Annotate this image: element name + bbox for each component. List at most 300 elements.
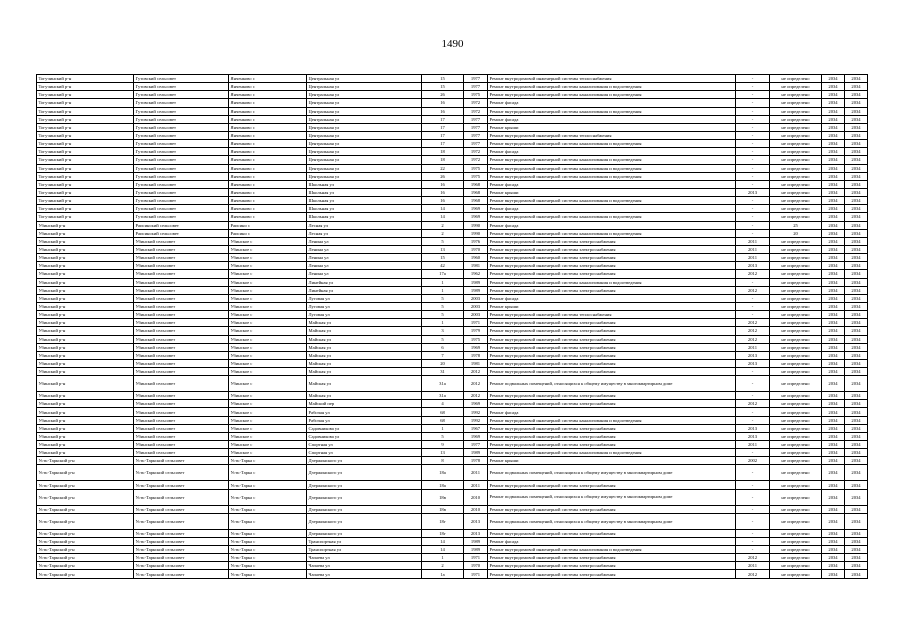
cell-year-from: 2034 bbox=[822, 570, 845, 578]
cell-prev-year: - bbox=[736, 156, 770, 164]
cell-district: Усть-Таркский р-н bbox=[37, 554, 134, 562]
cell-plan: не определено bbox=[770, 513, 822, 529]
cell-settlement: Усть-Таркский сельсовет bbox=[134, 465, 229, 481]
cell-street: Рабочая ул bbox=[307, 416, 422, 424]
table-row bbox=[37, 302, 868, 310]
cell-locality: Янченково с bbox=[229, 172, 307, 180]
cell-year-to: 2034 bbox=[845, 319, 868, 327]
cell-settlement: Убинский сельсовет bbox=[134, 270, 229, 278]
cell-year-to: 2034 bbox=[845, 131, 868, 139]
cell-settlement: Гутовский сельсовет bbox=[134, 107, 229, 115]
page-number: 1490 bbox=[441, 38, 464, 50]
cell-work-type: Ремонт внутридомовой инженерной системы электроснабжения bbox=[488, 270, 736, 278]
cell-year-to: 2034 bbox=[845, 237, 868, 245]
cell-plan: не определено bbox=[770, 180, 822, 188]
cell-street: Чапаева ул bbox=[307, 570, 422, 578]
cell-house: 14 bbox=[422, 546, 464, 554]
cell-house: 17 bbox=[422, 123, 464, 131]
cell-street: Ленина ул bbox=[307, 262, 422, 270]
cell-locality: Янченково с bbox=[229, 164, 307, 172]
table-row bbox=[37, 311, 868, 319]
cell-district: Тогучинский р-н bbox=[37, 115, 134, 123]
cell-year-from: 2034 bbox=[822, 245, 845, 253]
cell-district: Убинский р-н bbox=[37, 343, 134, 351]
cell-year-from: 2034 bbox=[822, 311, 845, 319]
cell-year-from: 2034 bbox=[822, 262, 845, 270]
cell-year-to: 2034 bbox=[845, 123, 868, 131]
cell-plan: не определено bbox=[770, 489, 822, 505]
registry-table bbox=[36, 74, 868, 579]
cell-work-type: Ремонт внутридомовой инженерной системы канализования и водоотведения bbox=[488, 229, 736, 237]
cell-year-to: 2034 bbox=[845, 164, 868, 172]
cell-year-from: 2034 bbox=[822, 213, 845, 221]
cell-house: 42 bbox=[422, 262, 464, 270]
cell-year-from: 2034 bbox=[822, 449, 845, 457]
cell-settlement: Гутовский сельсовет bbox=[134, 205, 229, 213]
cell-plan: 20 bbox=[770, 229, 822, 237]
cell-year-from: 2034 bbox=[822, 441, 845, 449]
cell-year-from: 2034 bbox=[822, 205, 845, 213]
cell-year-from: 2034 bbox=[822, 294, 845, 302]
cell-settlement: Гутовский сельсовет bbox=[134, 164, 229, 172]
cell-district: Тогучинский р-н bbox=[37, 156, 134, 164]
cell-plan: не определено bbox=[770, 197, 822, 205]
cell-locality: Убинское с bbox=[229, 335, 307, 343]
cell-street: Спортная ул bbox=[307, 441, 422, 449]
cell-year-from: 2034 bbox=[822, 148, 845, 156]
cell-district: Усть-Таркский р-н bbox=[37, 546, 134, 554]
cell-year-from: 2034 bbox=[822, 562, 845, 570]
cell-house: 18 bbox=[422, 148, 464, 156]
cell-house: 2 bbox=[422, 229, 464, 237]
cell-locality: Убинское с bbox=[229, 449, 307, 457]
cell-work-type: Ремонт внутридомовой инженерной системы теплоснабжения bbox=[488, 131, 736, 139]
cell-locality: Убинское с bbox=[229, 400, 307, 408]
cell-work-type: Ремонт внутридомовой инженерной системы теплоснабжения bbox=[488, 311, 736, 319]
cell-year-to: 2034 bbox=[845, 408, 868, 416]
cell-prev-year: - bbox=[736, 180, 770, 188]
cell-street: Дзержинского ул bbox=[307, 529, 422, 537]
cell-settlement: Убинский сельсовет bbox=[134, 302, 229, 310]
table-row bbox=[37, 91, 868, 99]
cell-plan: не определено bbox=[770, 131, 822, 139]
cell-year-to: 2034 bbox=[845, 188, 868, 196]
cell-year-to: 2034 bbox=[845, 335, 868, 343]
cell-work-type: Ремонт внутридомовой инженерной системы канализования и водоотведения bbox=[488, 416, 736, 424]
cell-year: 1972 bbox=[464, 156, 488, 164]
cell-locality: Убинское с bbox=[229, 343, 307, 351]
table-row bbox=[37, 481, 868, 489]
cell-prev-year: 2011 bbox=[736, 343, 770, 351]
cell-house: 20 bbox=[422, 359, 464, 367]
cell-district: Убинский р-н bbox=[37, 294, 134, 302]
cell-district: Тогучинский р-н bbox=[37, 197, 134, 205]
table-row bbox=[37, 570, 868, 578]
cell-year-to: 2034 bbox=[845, 302, 868, 310]
cell-year-to: 2034 bbox=[845, 221, 868, 229]
cell-prev-year: 2011 bbox=[736, 245, 770, 253]
cell-work-type: Ремонт внутридомовой инженерной системы канализования и водоотведения bbox=[488, 449, 736, 457]
cell-plan: не определено bbox=[770, 400, 822, 408]
cell-prev-year: - bbox=[736, 311, 770, 319]
table-row bbox=[37, 99, 868, 107]
cell-prev-year: 2002 bbox=[736, 457, 770, 465]
cell-street: Рабочая ул bbox=[307, 408, 422, 416]
cell-year-from: 2034 bbox=[822, 416, 845, 424]
table-row bbox=[37, 107, 868, 115]
cell-district: Убинский р-н bbox=[37, 245, 134, 253]
cell-locality: Убинское с bbox=[229, 424, 307, 432]
cell-locality: Раисино с bbox=[229, 221, 307, 229]
cell-plan: не определено bbox=[770, 107, 822, 115]
cell-street: Дзержинского ул bbox=[307, 457, 422, 465]
cell-district: Усть-Таркский р-н bbox=[37, 529, 134, 537]
cell-year-to: 2034 bbox=[845, 343, 868, 351]
cell-street: Спортная ул bbox=[307, 449, 422, 457]
cell-year: 1967 bbox=[464, 424, 488, 432]
cell-street: Майская ул bbox=[307, 327, 422, 335]
cell-house: 16 bbox=[422, 107, 464, 115]
cell-prev-year: - bbox=[736, 465, 770, 481]
cell-work-type: Ремонт внутридомовой инженерной системы электроснабжения bbox=[488, 441, 736, 449]
cell-year: 2012 bbox=[464, 368, 488, 376]
table-row bbox=[37, 156, 868, 164]
cell-year-to: 2034 bbox=[845, 270, 868, 278]
cell-prev-year: 2013 bbox=[736, 262, 770, 270]
cell-house: 15 bbox=[422, 83, 464, 91]
cell-work-type: Ремонт внутридомовой инженерной системы электроснабжения bbox=[488, 351, 736, 359]
cell-locality: Янченково с bbox=[229, 156, 307, 164]
cell-year-from: 2034 bbox=[822, 221, 845, 229]
cell-work-type: Ремонт фасада bbox=[488, 294, 736, 302]
cell-plan: 25 bbox=[770, 221, 822, 229]
cell-year-from: 2034 bbox=[822, 302, 845, 310]
cell-prev-year: 2012 bbox=[736, 554, 770, 562]
cell-year-from: 2034 bbox=[822, 359, 845, 367]
cell-year-to: 2034 bbox=[845, 457, 868, 465]
cell-settlement: Убинский сельсовет bbox=[134, 359, 229, 367]
cell-settlement: Убинский сельсовет bbox=[134, 245, 229, 253]
cell-prev-year: - bbox=[736, 408, 770, 416]
cell-work-type: Ремонт внутридомовой инженерной системы теплоснабжения bbox=[488, 75, 736, 83]
table-row bbox=[37, 164, 868, 172]
cell-year: 2011 bbox=[464, 465, 488, 481]
cell-house: 18в bbox=[422, 489, 464, 505]
cell-work-type: Ремонт внутридомовой инженерной системы электроснабжения bbox=[488, 319, 736, 327]
cell-work-type: Ремонт внутридомовой инженерной системы канализования и водоотведения bbox=[488, 546, 736, 554]
cell-locality: Убинское с bbox=[229, 441, 307, 449]
table-row bbox=[37, 205, 868, 213]
cell-street: Чапаева ул bbox=[307, 562, 422, 570]
cell-settlement: Гутовский сельсовет bbox=[134, 156, 229, 164]
cell-year-to: 2034 bbox=[845, 99, 868, 107]
cell-house: 18в bbox=[422, 505, 464, 513]
cell-settlement: Убинский сельсовет bbox=[134, 416, 229, 424]
table-row bbox=[37, 221, 868, 229]
cell-house: 26 bbox=[422, 172, 464, 180]
cell-year-from: 2034 bbox=[822, 554, 845, 562]
table-row bbox=[37, 554, 868, 562]
cell-street: Транспортная ул bbox=[307, 546, 422, 554]
cell-plan: не определено bbox=[770, 449, 822, 457]
cell-work-type: Ремонт фасада bbox=[488, 115, 736, 123]
cell-year-to: 2034 bbox=[845, 156, 868, 164]
cell-settlement: Раисинский сельсовет bbox=[134, 221, 229, 229]
cell-settlement: Убинский сельсовет bbox=[134, 286, 229, 294]
cell-house: 5 bbox=[422, 302, 464, 310]
cell-locality: Убинское с bbox=[229, 245, 307, 253]
cell-house: 15 bbox=[422, 75, 464, 83]
cell-work-type: Ремонт внутридомовой инженерной системы электроснабжения bbox=[488, 262, 736, 270]
cell-street: Школьная ул bbox=[307, 205, 422, 213]
cell-year: 1990 bbox=[464, 229, 488, 237]
table-row bbox=[37, 465, 868, 481]
cell-locality: Янченково с bbox=[229, 213, 307, 221]
cell-settlement: Убинский сельсовет bbox=[134, 368, 229, 376]
cell-plan: не определено bbox=[770, 546, 822, 554]
cell-year: 1960 bbox=[464, 254, 488, 262]
cell-prev-year: - bbox=[736, 529, 770, 537]
cell-street: Майский пер bbox=[307, 400, 422, 408]
cell-prev-year: - bbox=[736, 416, 770, 424]
table-row bbox=[37, 83, 868, 91]
cell-prev-year: - bbox=[736, 107, 770, 115]
cell-work-type: Ремонт фасада bbox=[488, 180, 736, 188]
cell-house: 14 bbox=[422, 537, 464, 545]
cell-house: 6 bbox=[422, 343, 464, 351]
cell-work-type: Ремонт внутридомовой инженерной системы электроснабжения bbox=[488, 368, 736, 376]
cell-plan: не определено bbox=[770, 148, 822, 156]
table-row bbox=[37, 368, 868, 376]
cell-settlement: Гутовский сельсовет bbox=[134, 99, 229, 107]
cell-year-to: 2034 bbox=[845, 376, 868, 392]
cell-settlement: Усть-Таркский сельсовет bbox=[134, 554, 229, 562]
cell-year-to: 2034 bbox=[845, 392, 868, 400]
cell-year: 1968 bbox=[464, 188, 488, 196]
cell-district: Убинский р-н bbox=[37, 302, 134, 310]
cell-prev-year: - bbox=[736, 537, 770, 545]
cell-year: 1989 bbox=[464, 278, 488, 286]
table-row bbox=[37, 245, 868, 253]
cell-year-to: 2034 bbox=[845, 529, 868, 537]
cell-year: 1978 bbox=[464, 351, 488, 359]
cell-year-from: 2034 bbox=[822, 465, 845, 481]
cell-year-to: 2034 bbox=[845, 416, 868, 424]
cell-year: 1989 bbox=[464, 449, 488, 457]
cell-plan: не определено bbox=[770, 294, 822, 302]
table-row bbox=[37, 392, 868, 400]
cell-settlement: Убинский сельсовет bbox=[134, 311, 229, 319]
cell-prev-year: - bbox=[736, 99, 770, 107]
cell-locality: Убинское с bbox=[229, 302, 307, 310]
cell-plan: не определено bbox=[770, 270, 822, 278]
cell-district: Убинский р-н bbox=[37, 327, 134, 335]
cell-house: 31а bbox=[422, 392, 464, 400]
cell-year-to: 2034 bbox=[845, 505, 868, 513]
cell-prev-year: - bbox=[736, 278, 770, 286]
cell-work-type: Ремонт внутридомовой инженерной системы канализования и водоотведения bbox=[488, 91, 736, 99]
cell-prev-year: 2013 bbox=[736, 424, 770, 432]
cell-district: Убинский р-н bbox=[37, 335, 134, 343]
cell-house: 1 bbox=[422, 278, 464, 286]
cell-work-type: Ремонт внутридомовой инженерной системы канализования и водоотведения bbox=[488, 140, 736, 148]
table-row bbox=[37, 270, 868, 278]
table-row bbox=[37, 123, 868, 131]
cell-district: Усть-Таркский р-н bbox=[37, 465, 134, 481]
cell-street: Майская ул bbox=[307, 368, 422, 376]
cell-locality: Янченково с bbox=[229, 91, 307, 99]
table-row bbox=[37, 180, 868, 188]
cell-work-type: Ремонт подвальных помещений, относящихся к общему имуществу в многоквартирном доме bbox=[488, 376, 736, 392]
cell-street: Центральная ул bbox=[307, 91, 422, 99]
cell-year: 1989 bbox=[464, 546, 488, 554]
cell-year-from: 2034 bbox=[822, 489, 845, 505]
cell-street: Садовникова ул bbox=[307, 424, 422, 432]
cell-year-to: 2034 bbox=[845, 537, 868, 545]
cell-year: 2013 bbox=[464, 513, 488, 529]
cell-district: Усть-Таркский р-н bbox=[37, 481, 134, 489]
cell-prev-year: 2013 bbox=[736, 359, 770, 367]
cell-district: Убинский р-н bbox=[37, 432, 134, 440]
cell-year-from: 2034 bbox=[822, 327, 845, 335]
cell-settlement: Убинский сельсовет bbox=[134, 449, 229, 457]
cell-house: 1 bbox=[422, 319, 464, 327]
cell-prev-year: - bbox=[736, 221, 770, 229]
cell-street: Ленина ул bbox=[307, 237, 422, 245]
cell-year: 2003 bbox=[464, 302, 488, 310]
cell-street: Центральная ул bbox=[307, 156, 422, 164]
cell-prev-year: 2012 bbox=[736, 570, 770, 578]
cell-district: Убинский р-н bbox=[37, 221, 134, 229]
cell-street: Дзержинского ул bbox=[307, 513, 422, 529]
cell-plan: не определено bbox=[770, 416, 822, 424]
cell-street: Дзержинского ул bbox=[307, 481, 422, 489]
cell-plan: не определено bbox=[770, 286, 822, 294]
cell-year-to: 2034 bbox=[845, 83, 868, 91]
cell-year-to: 2034 bbox=[845, 432, 868, 440]
cell-street: Ленина ул bbox=[307, 254, 422, 262]
cell-work-type: Ремонт внутридомовой инженерной системы электроснабжения bbox=[488, 481, 736, 489]
cell-house: 5 bbox=[422, 311, 464, 319]
cell-house: 17 bbox=[422, 140, 464, 148]
cell-house: 31а bbox=[422, 376, 464, 392]
cell-work-type: Ремонт внутридомовой инженерной системы канализования и водоотведения bbox=[488, 213, 736, 221]
cell-locality: Убинское с bbox=[229, 254, 307, 262]
cell-house: 16 bbox=[422, 197, 464, 205]
table-row bbox=[37, 148, 868, 156]
cell-year-from: 2034 bbox=[822, 376, 845, 392]
table-row bbox=[37, 213, 868, 221]
cell-plan: не определено bbox=[770, 164, 822, 172]
cell-settlement: Гутовский сельсовет bbox=[134, 140, 229, 148]
table-row bbox=[37, 172, 868, 180]
cell-street: Центральная ул bbox=[307, 75, 422, 83]
cell-year-from: 2034 bbox=[822, 408, 845, 416]
cell-district: Убинский р-н bbox=[37, 424, 134, 432]
cell-year-from: 2034 bbox=[822, 156, 845, 164]
table-row bbox=[37, 351, 868, 359]
cell-street: Майская ул bbox=[307, 392, 422, 400]
cell-district: Убинский р-н bbox=[37, 319, 134, 327]
table-row bbox=[37, 294, 868, 302]
cell-district: Усть-Таркский р-н bbox=[37, 570, 134, 578]
cell-year-to: 2034 bbox=[845, 180, 868, 188]
cell-year-to: 2034 bbox=[845, 262, 868, 270]
cell-house: 13 bbox=[422, 449, 464, 457]
cell-house: 17 bbox=[422, 115, 464, 123]
cell-plan: не определено bbox=[770, 376, 822, 392]
table-row bbox=[37, 327, 868, 335]
cell-house: 18а bbox=[422, 465, 464, 481]
cell-prev-year: - bbox=[736, 140, 770, 148]
cell-year-from: 2034 bbox=[822, 131, 845, 139]
cell-locality: Убинское с bbox=[229, 311, 307, 319]
cell-year-from: 2034 bbox=[822, 424, 845, 432]
cell-settlement: Раисинский сельсовет bbox=[134, 229, 229, 237]
cell-year: 2013 bbox=[464, 529, 488, 537]
cell-locality: Убинское с bbox=[229, 359, 307, 367]
cell-prev-year: - bbox=[736, 213, 770, 221]
table-row bbox=[37, 278, 868, 286]
cell-work-type: Ремонт крыши bbox=[488, 302, 736, 310]
cell-street: Ленина ул bbox=[307, 270, 422, 278]
cell-settlement: Усть-Таркский сельсовет bbox=[134, 505, 229, 513]
cell-year: 1962 bbox=[464, 270, 488, 278]
cell-street: Транспортная ул bbox=[307, 537, 422, 545]
table-row bbox=[37, 188, 868, 196]
cell-locality: Янченково с bbox=[229, 205, 307, 213]
cell-settlement: Убинский сельсовет bbox=[134, 408, 229, 416]
cell-year-to: 2034 bbox=[845, 213, 868, 221]
cell-year-to: 2034 bbox=[845, 205, 868, 213]
cell-street: Майская ул bbox=[307, 359, 422, 367]
cell-work-type: Ремонт внутридомовой инженерной системы электроснабжения bbox=[488, 359, 736, 367]
cell-plan: не определено bbox=[770, 254, 822, 262]
cell-year-to: 2034 bbox=[845, 489, 868, 505]
cell-prev-year: 2012 bbox=[736, 335, 770, 343]
cell-locality: Убинское с bbox=[229, 237, 307, 245]
cell-work-type: Ремонт внутридомовой инженерной системы электроснабжения bbox=[488, 237, 736, 245]
cell-settlement: Убинский сельсовет bbox=[134, 432, 229, 440]
table-row bbox=[37, 75, 868, 83]
cell-locality: Янченково с bbox=[229, 148, 307, 156]
table-row bbox=[37, 115, 868, 123]
cell-prev-year: - bbox=[736, 449, 770, 457]
cell-plan: не определено bbox=[770, 465, 822, 481]
cell-house: 17а bbox=[422, 270, 464, 278]
cell-street: Майская ул bbox=[307, 335, 422, 343]
cell-house: 7 bbox=[422, 351, 464, 359]
cell-plan: не определено bbox=[770, 359, 822, 367]
cell-prev-year: - bbox=[736, 368, 770, 376]
cell-street: Дзержинского ул bbox=[307, 465, 422, 481]
cell-house: 13 bbox=[422, 245, 464, 253]
cell-settlement: Убинский сельсовет bbox=[134, 441, 229, 449]
cell-work-type: Ремонт внутридомовой инженерной системы канализования и водоотведения bbox=[488, 278, 736, 286]
cell-year-from: 2034 bbox=[822, 529, 845, 537]
cell-year-to: 2034 bbox=[845, 294, 868, 302]
cell-settlement: Убинский сельсовет bbox=[134, 294, 229, 302]
cell-year: 1970 bbox=[464, 245, 488, 253]
cell-settlement: Гутовский сельсовет bbox=[134, 83, 229, 91]
cell-plan: не определено bbox=[770, 570, 822, 578]
cell-year: 2003 bbox=[464, 294, 488, 302]
cell-prev-year: 2011 bbox=[736, 254, 770, 262]
cell-plan: не определено bbox=[770, 311, 822, 319]
cell-settlement: Усть-Таркский сельсовет bbox=[134, 537, 229, 545]
table-row bbox=[37, 489, 868, 505]
cell-district: Убинский р-н bbox=[37, 278, 134, 286]
